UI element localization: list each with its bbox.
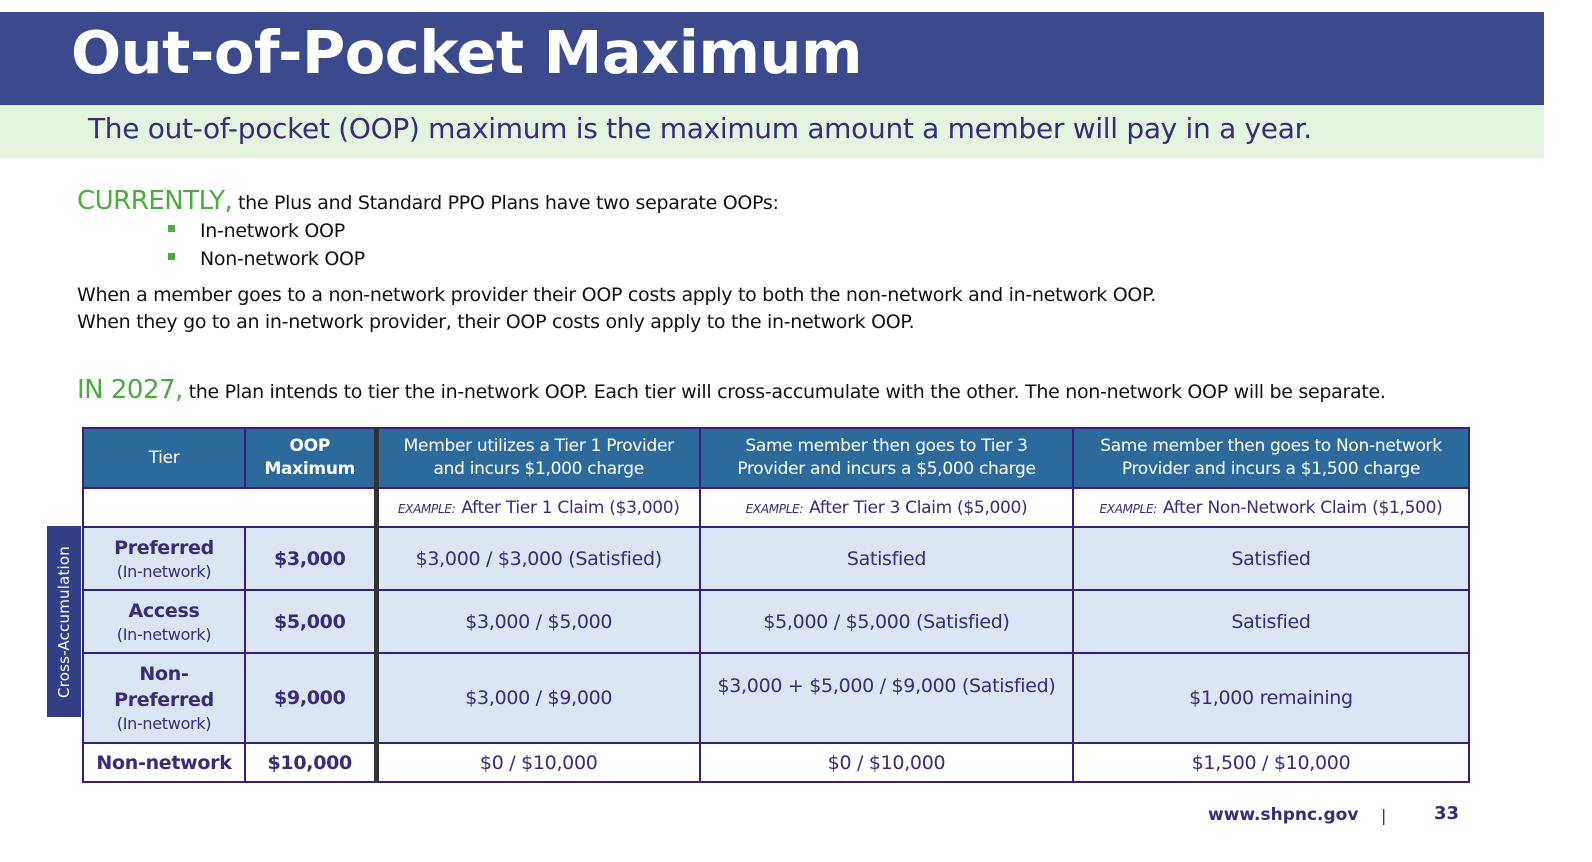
header-col-3: Same member then goes to Non-network Provider and incurs a $1,500 charge (1073, 428, 1469, 488)
bullet-non-network: Non-network OOP (168, 248, 365, 270)
table-row (83, 743, 1469, 782)
value-cell: $1,500 / $10,000 (1073, 743, 1469, 782)
bullet-square-icon (168, 253, 175, 260)
bullet-in-network: In-network OOP (168, 220, 345, 242)
oop-max-cell: $5,000 (245, 590, 376, 653)
in2027-text: the Plan intends to tier the in-network OOP. Each tier will cross-accumulate with the other. The non-network OOP will be separate. (182, 381, 1386, 403)
in2027-line (77, 375, 1386, 405)
value-cell: $0 / $10,000 (700, 743, 1073, 782)
oop-max-cell: $10,000 (245, 743, 376, 782)
example-row (83, 488, 1469, 527)
value-cell: $0 / $10,000 (376, 743, 700, 782)
page-subtitle: The out-of-pocket (OOP) maximum is the maximum amount a member will pay in a year. (88, 112, 1312, 145)
cross-accumulation-tab (47, 526, 81, 717)
table-row (83, 590, 1469, 653)
footer-separator: | (1381, 806, 1387, 825)
example-cell-2: EXAMPLE: After Tier 3 Claim ($5,000) (700, 488, 1073, 527)
currently-para-2: When they go to an in-network provider, their OOP costs only apply to the in-network OOP. (77, 311, 915, 333)
header-oop-max: OOP Maximum (245, 428, 376, 488)
table-row (83, 653, 1469, 743)
cross-accumulation-label: Cross-Accumulation (55, 545, 73, 698)
currently-text: the Plus and Standard PPO Plans have two separate OOPs: (232, 192, 779, 214)
currently-lead: CURRENTLY, (77, 186, 233, 216)
page-title: Out-of-Pocket Maximum (71, 18, 862, 87)
value-cell: $1,000 remaining (1073, 653, 1469, 743)
value-cell: $3,000 / $5,000 (376, 590, 700, 653)
currently-para-1: When a member goes to a non-network provider their OOP costs apply to both the non-network and in-network OOP. (77, 284, 1156, 306)
header-tier: Tier (83, 428, 245, 488)
value-cell: $3,000 + $5,000 / $9,000 (Satisfied) (700, 653, 1073, 743)
value-cell: $5,000 / $5,000 (Satisfied) (700, 590, 1073, 653)
oop-table (82, 427, 1470, 783)
subtitle-bar (0, 105, 1544, 158)
value-cell: $3,000 / $3,000 (Satisfied) (376, 527, 700, 590)
example-blank-cell (83, 488, 376, 527)
header-col-2: Same member then goes to Tier 3 Provider and incurs a $5,000 charge (700, 428, 1073, 488)
table-header-row (83, 428, 1469, 488)
example-cell-1: EXAMPLE: After Tier 1 Claim ($3,000) (376, 488, 700, 527)
footer-url-link[interactable]: www.shpnc.gov (1208, 805, 1359, 825)
tier-cell: Non- Preferred (In-network) (83, 653, 245, 743)
oop-max-cell: $3,000 (245, 527, 376, 590)
table-row (83, 527, 1469, 590)
value-cell: Satisfied (1073, 527, 1469, 590)
tier-cell: Access (In-network) (83, 590, 245, 653)
page-number: 33 (1434, 803, 1460, 824)
bullet-square-icon (168, 225, 175, 232)
value-cell: Satisfied (700, 527, 1073, 590)
in2027-lead: IN 2027, (77, 375, 183, 405)
example-cell-3: EXAMPLE: After Non-Network Claim ($1,500) (1073, 488, 1469, 527)
value-cell: Satisfied (1073, 590, 1469, 653)
oop-max-cell: $9,000 (245, 653, 376, 743)
tier-cell: Non-network (83, 743, 245, 782)
title-bar (0, 12, 1544, 105)
tier-cell: Preferred (In-network) (83, 527, 245, 590)
value-cell: $3,000 / $9,000 (376, 653, 700, 743)
header-col-1: Member utilizes a Tier 1 Provider and incurs $1,000 charge (376, 428, 700, 488)
currently-line (77, 186, 779, 216)
